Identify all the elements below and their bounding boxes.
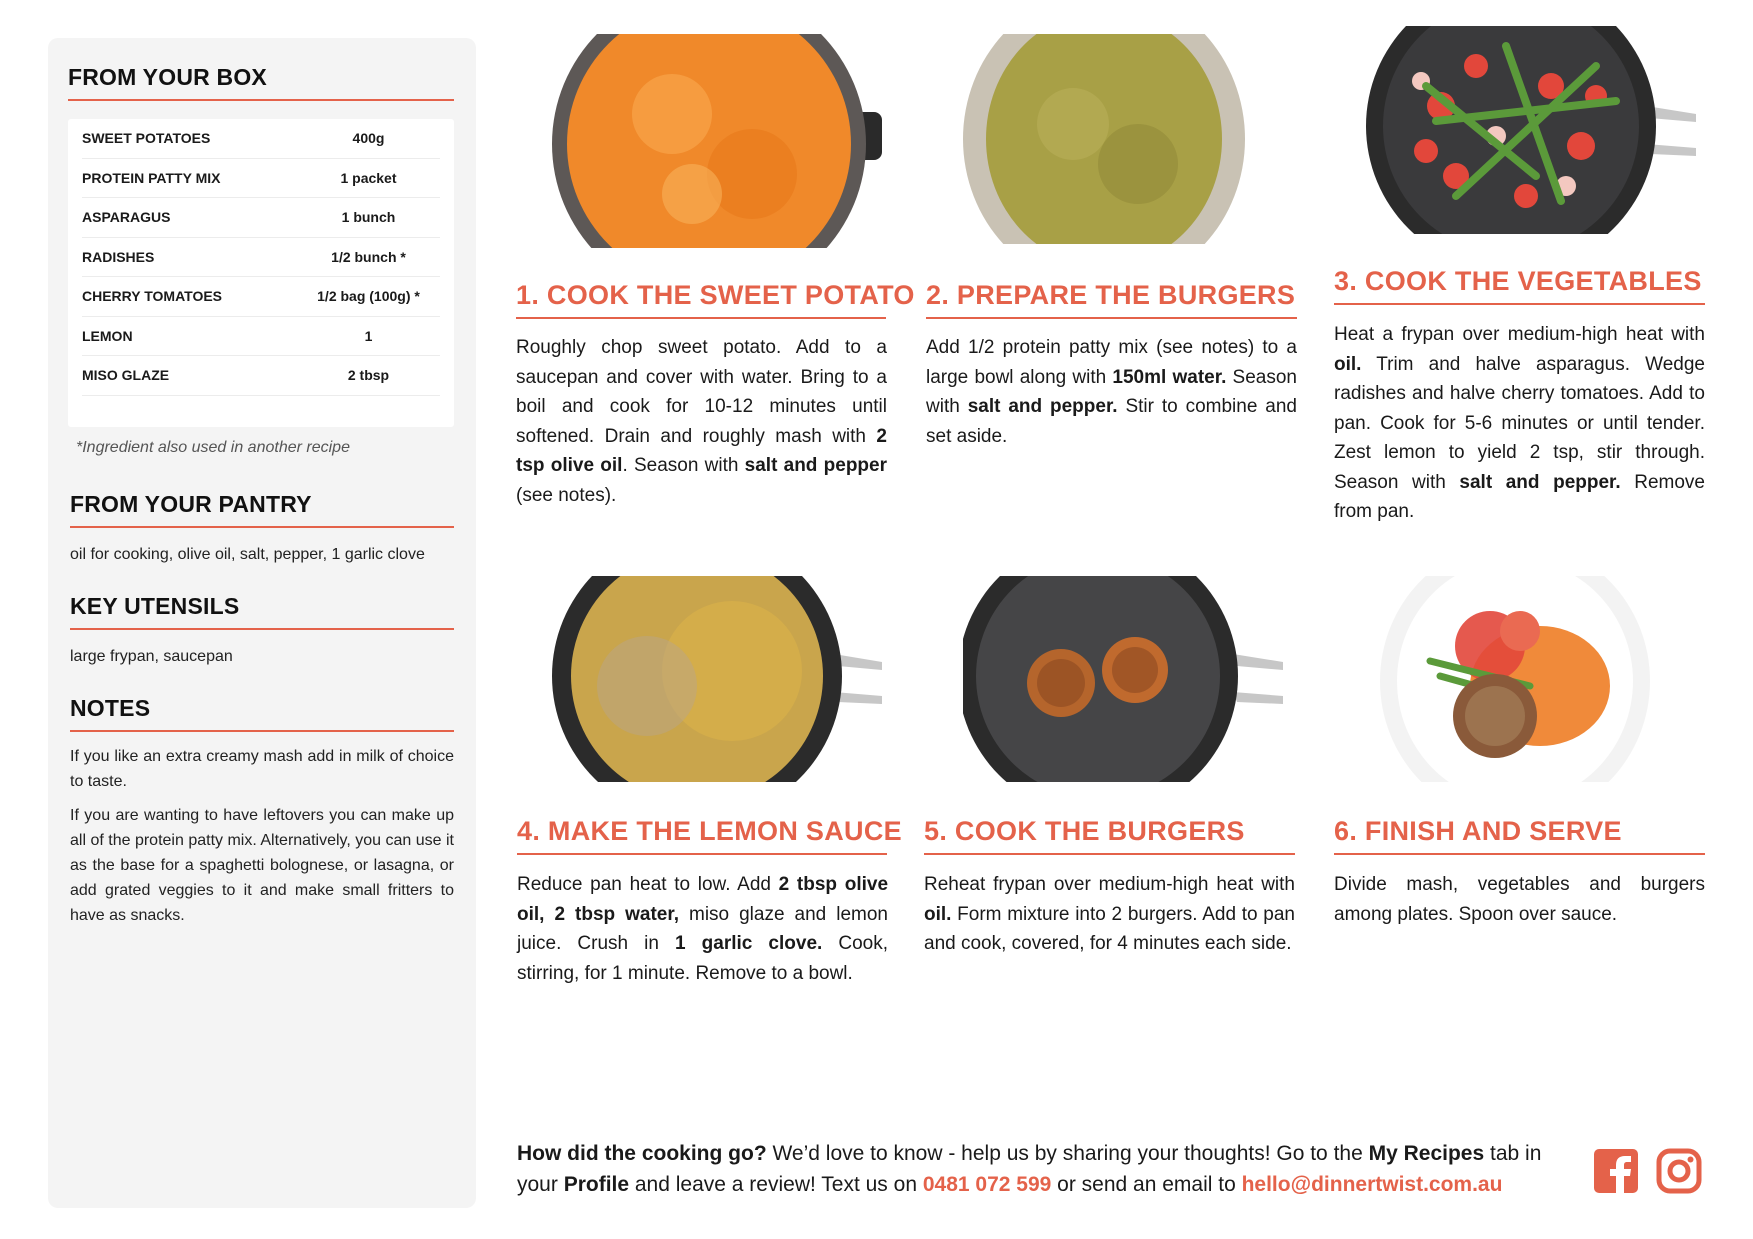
pantry-heading: FROM YOUR PANTRY xyxy=(70,491,454,528)
ingredient-name: CHERRY TOMATOES xyxy=(82,288,223,305)
step-bold-text: oil. xyxy=(924,903,952,925)
note-paragraph: If you are wanting to have leftovers you can make up all of the protein patty mix. Alternatively, you can use it as the base for a spaghetti bolognese, or lasagna, or add grated veggies to it and make small fritters to have as snacks. xyxy=(70,807,454,924)
frypan-burgers-illustration xyxy=(963,576,1293,782)
ingredient-footnote: *Ingredient also used in another recipe xyxy=(76,439,350,456)
step-text: Remove from pan. xyxy=(1334,471,1706,522)
ingredient-name: PROTEIN PATTY MIX xyxy=(82,169,221,186)
step-bold-text: 2 tsp olive oil xyxy=(516,425,887,476)
saucepan-illustration xyxy=(552,34,882,248)
ingredient-qty: 2 tbsp xyxy=(347,367,390,384)
ingredient-name: SWEET POTATOES xyxy=(82,130,211,147)
step-text: Reheat frypan over medium-high heat with xyxy=(924,874,1295,895)
step-bold-text: 1 garlic clove. xyxy=(675,933,823,954)
step-2-title: 2. PREPARE THE BURGERS xyxy=(926,280,1297,319)
step-4-image xyxy=(552,576,882,782)
step-6-body xyxy=(1334,870,1705,929)
ingredients-sidebar xyxy=(48,38,476,1208)
bowl-illustration xyxy=(963,34,1245,244)
ingredient-row-empty xyxy=(82,396,440,435)
ingredient-row xyxy=(82,277,440,317)
step-text: miso glaze and lemon juice. Crush in xyxy=(517,903,888,954)
step-3-title: 3. COOK THE VEGETABLES xyxy=(1334,266,1705,305)
ingredients-table xyxy=(68,119,454,427)
footer-text: or send an email to xyxy=(1051,1173,1242,1196)
plated-dish-illustration xyxy=(1380,576,1650,782)
pantry-text: oil for cooking, olive oil, salt, pepper, 1 garlic clove xyxy=(70,546,425,563)
footer-text: We’d love to know - help us by sharing your thoughts! Go to the xyxy=(766,1142,1369,1165)
ingredient-row xyxy=(82,198,440,238)
frypan-sauce-illustration xyxy=(552,576,882,782)
step-1-image xyxy=(552,34,882,248)
ingredient-name: ASPARAGUS xyxy=(82,209,171,226)
step-bold-text: 2 tbsp olive oil, 2 tbsp water, xyxy=(517,874,889,925)
ingredient-name: RADISHES xyxy=(82,248,155,265)
ingredient-qty: 1 bunch xyxy=(341,209,396,226)
ingredient-row xyxy=(82,317,440,357)
notes-heading: NOTES xyxy=(70,695,454,732)
box-heading: FROM YOUR BOX xyxy=(68,64,454,101)
step-3-body xyxy=(1334,320,1705,527)
step-text: Cook, stirring, for 1 minute. Remove to a bowl. xyxy=(517,933,888,984)
step-bold-text: salt and pepper xyxy=(744,455,887,476)
step-text: Roughly chop sweet potato. Add to a saucepan and cover with water. Bring to a boil and cook for 10-12 minutes until softened. Drain and roughly mash with xyxy=(516,337,887,447)
ingredient-row xyxy=(82,356,440,396)
step-text: Form mixture into 2 burgers. Add to pan and cook, covered, for 4 minutes each side. xyxy=(924,903,1295,954)
ingredient-qty: 1/2 bag (100g) * xyxy=(317,288,420,305)
step-5-title: 5. COOK THE BURGERS xyxy=(924,816,1295,855)
step-bold-text: salt and pepper. xyxy=(1459,471,1621,493)
footer-bold-text: Profile xyxy=(563,1173,630,1196)
utensils-section xyxy=(68,593,454,669)
facebook-icon xyxy=(1593,1148,1639,1194)
note-paragraph: If you like an extra creamy mash add in milk of choice to taste. xyxy=(70,748,454,790)
ingredient-qty: 1 packet xyxy=(340,169,397,186)
step-1-title: 1. COOK THE SWEET POTATO xyxy=(516,280,886,319)
ingredient-row xyxy=(82,159,440,199)
ingredient-name: LEMON xyxy=(82,327,133,344)
facebook-link[interactable] xyxy=(1593,1148,1639,1194)
review-prompt xyxy=(517,1138,1567,1200)
ingredient-name: MISO GLAZE xyxy=(82,367,170,384)
step-2-body xyxy=(926,333,1297,451)
step-4-title: 4. MAKE THE LEMON SAUCE xyxy=(517,816,887,855)
step-text: Stir to combine and set aside. xyxy=(926,396,1298,447)
step-6-image xyxy=(1380,576,1650,782)
ingredient-row xyxy=(82,238,440,278)
instagram-link[interactable] xyxy=(1656,1148,1702,1194)
footer-bold-text: How did the cooking go? xyxy=(517,1142,767,1165)
step-text: Add 1/2 protein patty mix (see notes) to a large bowl along with xyxy=(926,337,1297,388)
step-text: Season with xyxy=(926,366,1297,417)
ingredient-qty: 1/2 bunch * xyxy=(331,248,406,265)
step-text: Heat a frypan over medium-high heat with xyxy=(1334,324,1705,345)
step-6-title: 6. FINISH AND SERVE xyxy=(1334,816,1705,855)
ingredient-row xyxy=(82,119,440,159)
step-text: Reduce pan heat to low. Add xyxy=(517,874,779,895)
step-2-image xyxy=(963,34,1245,244)
contact-link[interactable]: hello@dinnertwist.com.au xyxy=(1241,1173,1503,1196)
step-1-body xyxy=(516,333,887,510)
footer-text: and leave a review! Text us on xyxy=(629,1173,923,1196)
notes-section xyxy=(68,695,454,928)
utensils-heading: KEY UTENSILS xyxy=(70,593,454,630)
step-3-image xyxy=(1366,26,1696,234)
step-bold-text: 150ml water. xyxy=(1112,366,1227,388)
utensils-text: large frypan, saucepan xyxy=(70,648,233,665)
footer-bold-text: My Recipes xyxy=(1368,1142,1485,1165)
ingredient-qty: 1 xyxy=(364,327,373,344)
pantry-section xyxy=(68,491,454,567)
step-5-body xyxy=(924,870,1295,959)
ingredient-qty: 400g xyxy=(352,130,385,147)
frypan-vegetables-illustration xyxy=(1366,26,1696,234)
step-4-body xyxy=(517,870,888,988)
step-bold-text: oil. xyxy=(1334,353,1362,375)
contact-link[interactable]: 0481 072 599 xyxy=(922,1173,1052,1196)
step-text: . Season with xyxy=(622,455,745,476)
footer-text: tab in your xyxy=(517,1142,1542,1196)
step-text: Trim and halve asparagus. Wedge radishes and halve cherry tomatoes. Add to pan. Cook for 5-6 minutes or until tender. Zest lemon to yield 2 tsp, stir through. Season with xyxy=(1334,353,1705,493)
step-bold-text: salt and pepper. xyxy=(967,396,1118,417)
step-text: (see notes). xyxy=(516,484,617,506)
step-text: Divide mash, vegetables and burgers among plates. Spoon over sauce. xyxy=(1334,874,1705,925)
step-5-image xyxy=(963,576,1293,782)
instagram-icon xyxy=(1656,1148,1702,1194)
